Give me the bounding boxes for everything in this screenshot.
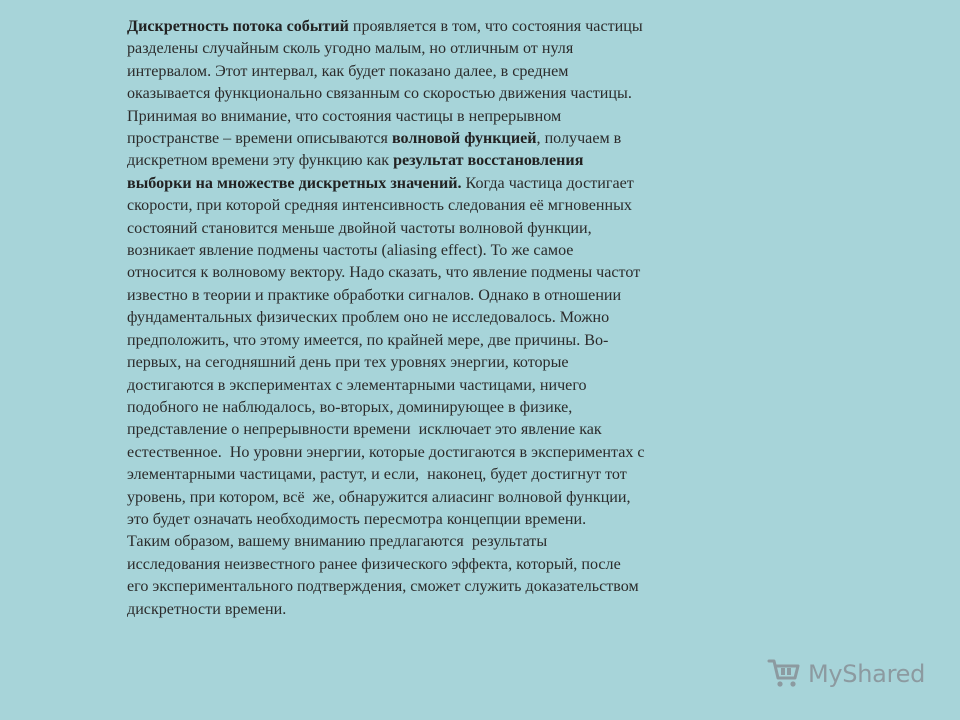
text-line: первых, на сегодняшний день при тех уровнях энергии, которые <box>127 354 569 372</box>
text-line: состояний становится меньше двойной частоты волновой функции, <box>127 219 592 237</box>
text-line: скорости, при которой средняя интенсивность следования её мгновенных <box>127 197 632 215</box>
text-line: пространстве – времени описываются волновой функцией, получаем в <box>127 130 622 148</box>
text-line: оказывается функционально связанным со скоростью движения частицы. <box>127 85 632 103</box>
text-line: Таким образом, вашему вниманию предлагаются результаты <box>127 533 548 551</box>
text-line: это будет означать необходимость пересмотра концепции времени. <box>127 510 587 528</box>
main-text-block <box>127 16 747 621</box>
text-line: выборки на множестве дискретных значений. Когда частица достигает <box>127 174 634 192</box>
text-line: дискретности времени. <box>127 600 287 618</box>
text-line: разделены случайным сколь угодно малым, но отличным от нуля <box>127 40 574 58</box>
text-line: представление о непрерывности времени исключает это явление как <box>127 421 602 439</box>
text-line: относится к волновому вектору. Надо сказать, что явление подмены частот <box>127 264 641 282</box>
text-line: Принимая во внимание, что состояния частицы в непрерывном <box>127 107 562 125</box>
text-line: подобного не наблюдалось, во-вторых, доминирующее в физике, <box>127 398 573 416</box>
text-line: Дискретность потока событий проявляется в том, что состояния частицы <box>127 18 643 35</box>
text-line: дискретном времени эту функцию как результат восстановления <box>127 152 584 170</box>
watermark-text: MyShared <box>808 660 926 688</box>
shopping-cart-icon <box>766 654 802 695</box>
text-line: уровень, при котором, всё же, обнаружится алиасинг волновой функции, <box>127 488 631 506</box>
text-line: интервалом. Этот интервал, как будет показано далее, в среднем <box>127 62 569 80</box>
myshared-watermark[interactable] <box>766 654 925 694</box>
text-line: естественное. Но уровни энергии, которые достигаются в экспериментах с <box>127 443 645 461</box>
text-line: достигаются в экспериментах с элементарными частицами, ничего <box>127 376 587 394</box>
text-line: известно в теории и практике обработки сигналов. Однако в отношении <box>127 286 622 304</box>
text-line: фундаментальных физических проблем оно не исследовалось. Можно <box>127 309 610 327</box>
text-line: предположить, что этому имеется, по крайней мере, две причины. Во- <box>127 331 609 349</box>
text-line: исследования неизвестного ранее физического эффекта, который, после <box>127 555 621 573</box>
text-line: возникает явление подмены частоты (aliasing effect). То же самое <box>127 242 574 260</box>
text-line: элементарными частицами, растут, и если, наконец, будет достигнут тот <box>127 466 627 484</box>
text-line: его экспериментального подтверждения, сможет служить доказательством <box>127 578 639 596</box>
